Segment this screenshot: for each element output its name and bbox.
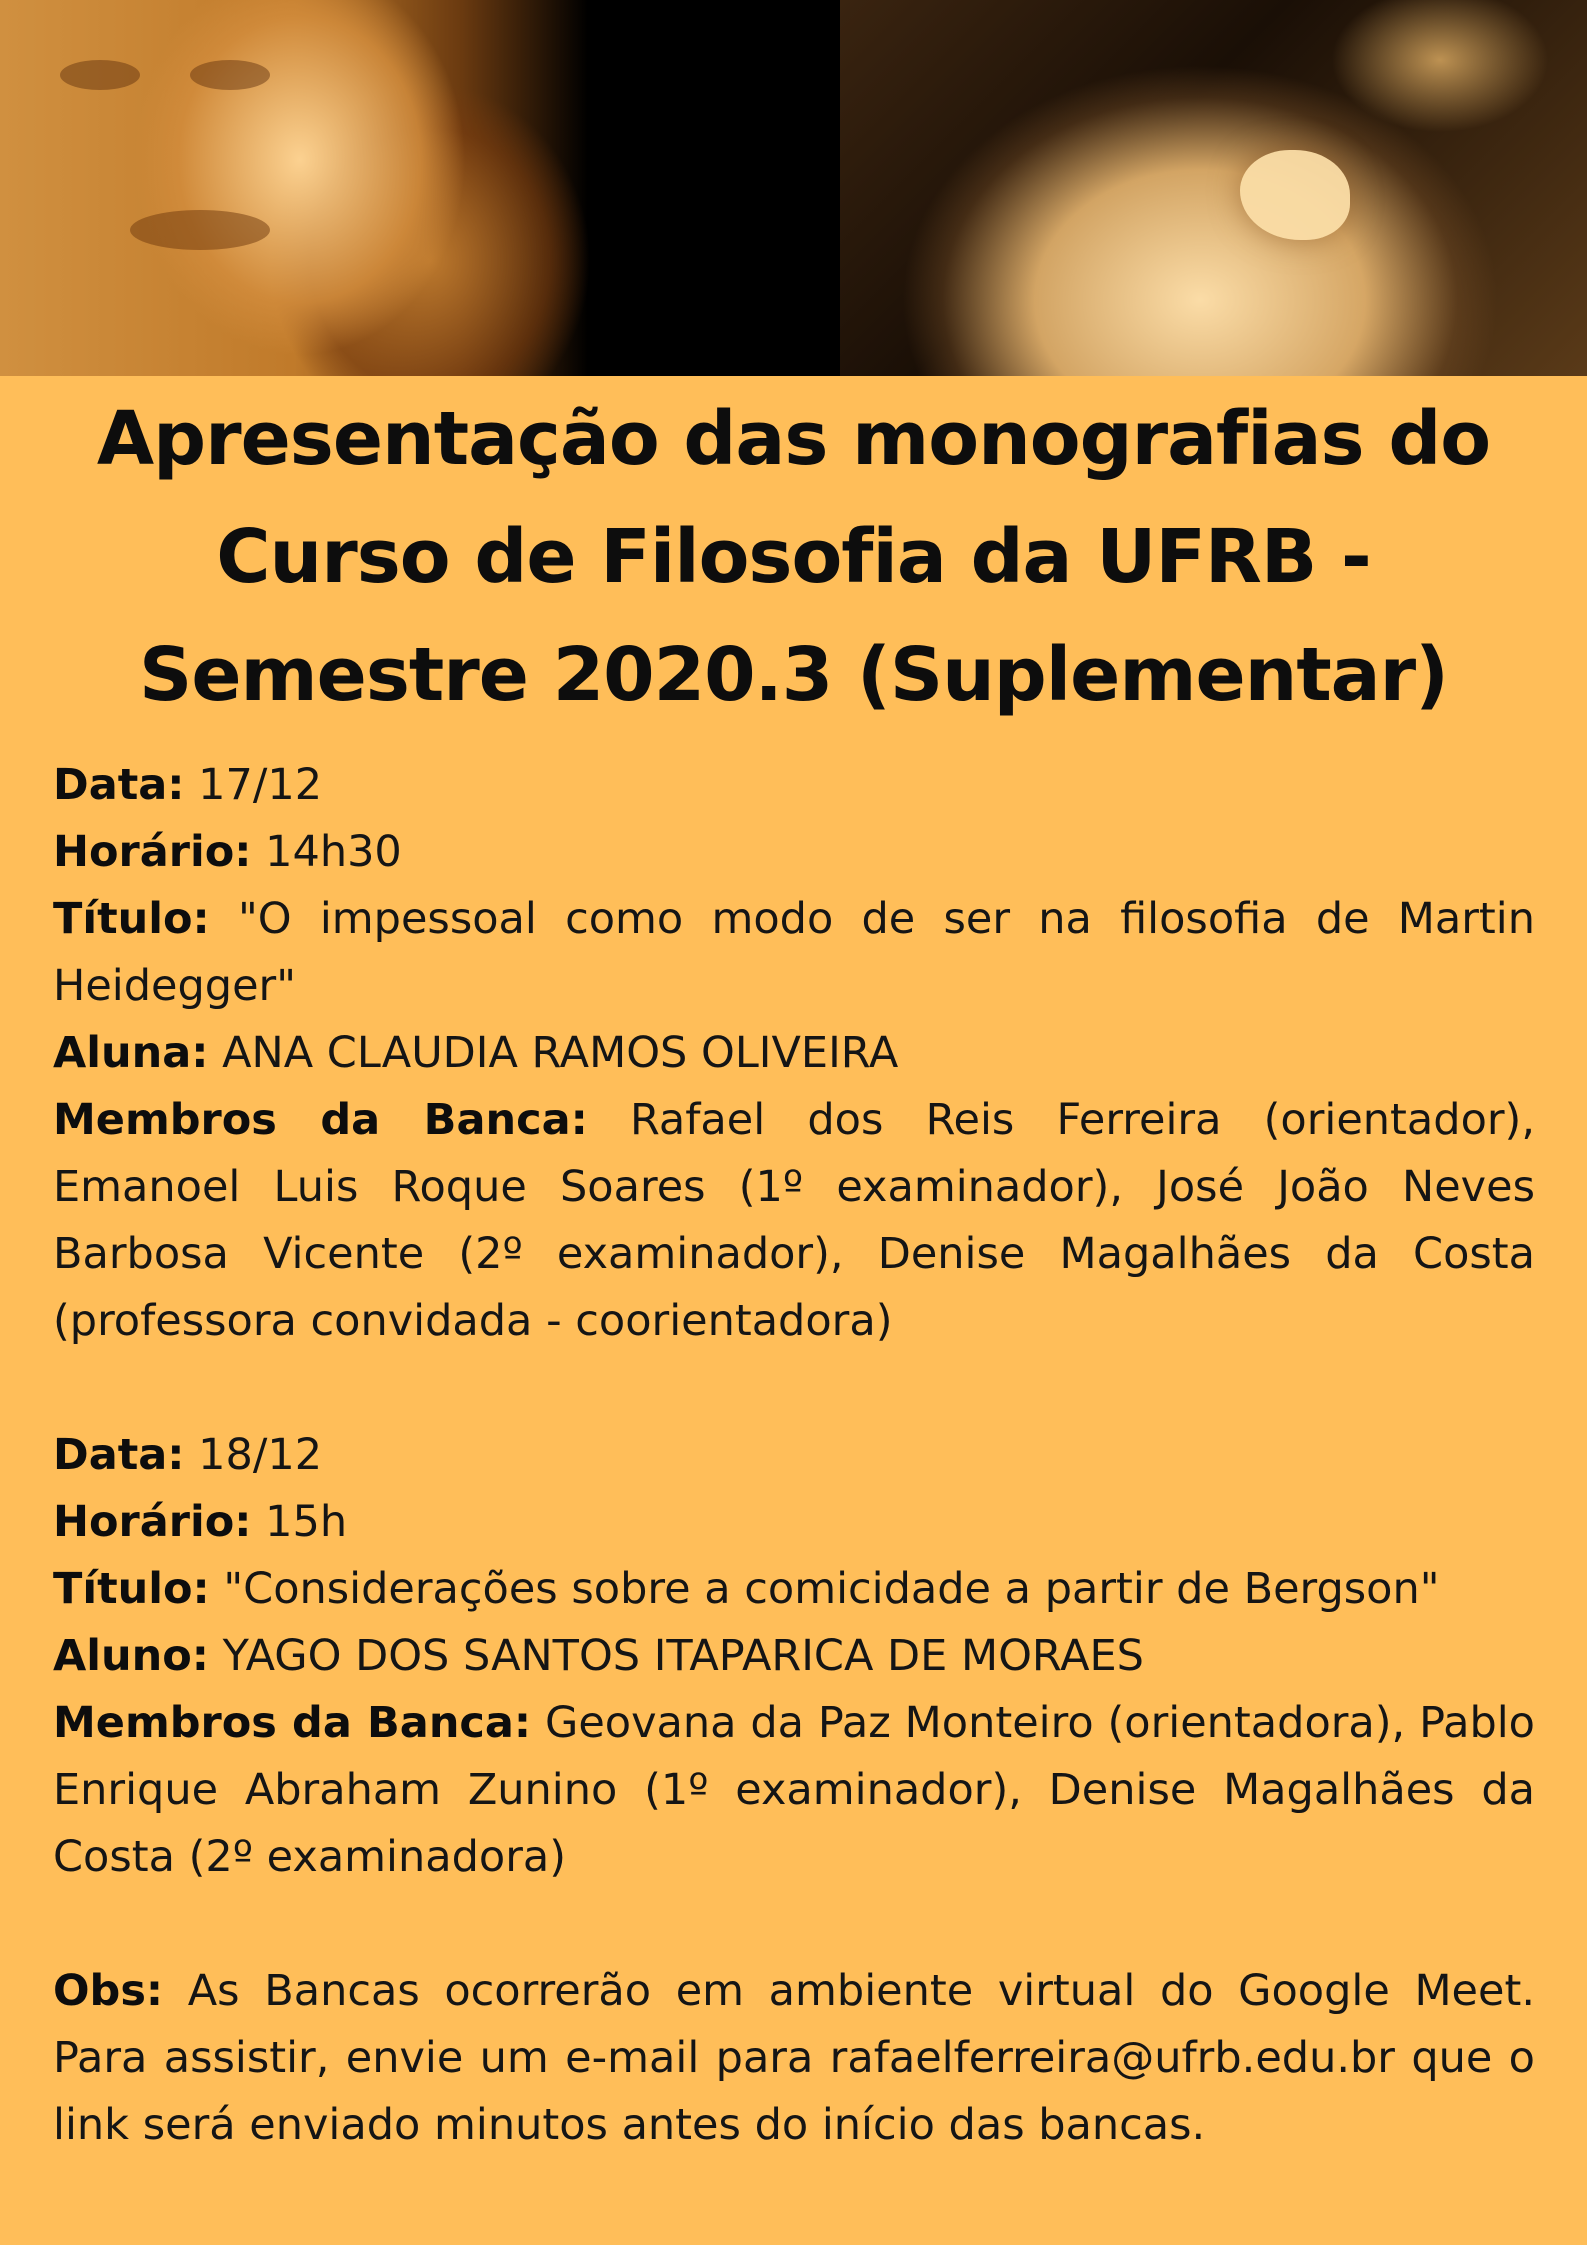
thesis-title-value: "Considerações sobre a comicidade a partir de Bergson" bbox=[223, 1564, 1440, 1614]
thesis-title-value: "O impessoal como modo de ser na filosofia de Martin Heidegger" bbox=[53, 894, 1535, 1011]
date-value: 17/12 bbox=[198, 760, 323, 810]
date-value: 18/12 bbox=[198, 1430, 323, 1480]
committee-label: Membros da Banca: bbox=[53, 1095, 588, 1145]
date-label: Data: bbox=[53, 760, 185, 810]
student-label: Aluno: bbox=[53, 1631, 209, 1681]
committee-label: Membros da Banca: bbox=[53, 1698, 532, 1748]
committee-line bbox=[53, 1690, 1535, 1891]
observation-note bbox=[53, 1958, 1535, 2159]
time-label: Horário: bbox=[53, 827, 252, 877]
philosopher-bust-photo-right bbox=[840, 0, 1587, 376]
title-line-2: Curso de Filosofia da UFRB - bbox=[216, 514, 1371, 600]
student-line bbox=[53, 1623, 1535, 1690]
obs-text: As Bancas ocorrerão em ambiente virtual do Google Meet. Para assistir, envie um e-mail para rafaelferreira@ufrb.edu.br que o link será enviado minutos antes do início das bancas. bbox=[53, 1966, 1535, 2150]
title-line bbox=[53, 1556, 1535, 1623]
date-line bbox=[53, 1422, 1535, 1489]
committee-line bbox=[53, 1087, 1535, 1355]
thesis-title-label: Título: bbox=[53, 894, 210, 944]
student-label: Aluna: bbox=[53, 1028, 209, 1078]
time-line bbox=[53, 1489, 1535, 1556]
title-line-1: Apresentação das monografias do bbox=[96, 396, 1491, 482]
header-banner bbox=[0, 0, 1587, 376]
date-line bbox=[53, 752, 1535, 819]
time-label: Horário: bbox=[53, 1497, 252, 1547]
title-line-3: Semestre 2020.3 (Suplementar) bbox=[139, 632, 1448, 718]
obs-label: Obs: bbox=[53, 1966, 164, 2016]
committee-members: Rafael dos Reis Ferreira (orientador), Emanoel Luis Roque Soares (1º examinador), José João Neves Barbosa Vicente (2º examinador), Denise Magalhães da Costa (professora convidada - coorientadora) bbox=[53, 1095, 1535, 1346]
date-label: Data: bbox=[53, 1430, 185, 1480]
time-value: 14h30 bbox=[265, 827, 402, 877]
thesis-title-label: Título: bbox=[53, 1564, 210, 1614]
defense-block-1 bbox=[53, 752, 1535, 1355]
title-line bbox=[53, 886, 1535, 1020]
announcement-body bbox=[53, 752, 1535, 2159]
page-title bbox=[40, 380, 1547, 734]
committee-members: Geovana da Paz Monteiro (orientadora), Pablo Enrique Abraham Zunino (1º examinador), Denise Magalhães da Costa (2º examinadora) bbox=[53, 1698, 1535, 1882]
philosopher-bust-photo-left bbox=[0, 0, 840, 376]
student-name: ANA CLAUDIA RAMOS OLIVEIRA bbox=[222, 1028, 899, 1078]
student-name: YAGO DOS SANTOS ITAPARICA DE MORAES bbox=[222, 1631, 1144, 1681]
time-line bbox=[53, 819, 1535, 886]
time-value: 15h bbox=[265, 1497, 348, 1547]
student-line bbox=[53, 1020, 1535, 1087]
defense-block-2 bbox=[53, 1422, 1535, 1891]
